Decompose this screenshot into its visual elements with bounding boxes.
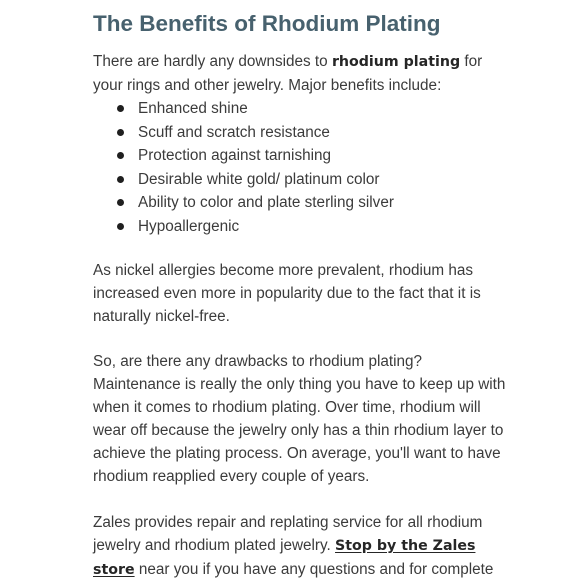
benefit-item	[93, 191, 394, 215]
article-title: The Benefits of Rhodium Plating	[93, 11, 441, 36]
benefit-item	[93, 215, 394, 239]
benefit-item	[93, 144, 394, 168]
bullet-dot-icon	[117, 152, 124, 159]
benefits-list	[93, 97, 394, 238]
bullet-dot-icon	[117, 105, 124, 112]
drawbacks-paragraph: So, are there any drawbacks to rhodium plating? Maintenance is really the only thing you have to keep up with when it comes to rhodium plating. Over time, rhodium will wear off because the jewelry only has a thin rhodium layer to achieve the plating process. On average, you'll want to have rhodium reapplied every couple of years.	[93, 353, 506, 485]
benefit-label: Enhanced shine	[138, 100, 248, 117]
benefit-label: Desirable white gold/ platinum color	[138, 170, 380, 188]
intro-paragraph	[93, 50, 513, 97]
benefit-item	[93, 97, 394, 121]
intro-text-before: There are hardly any downsides to	[93, 53, 332, 70]
zales-text-after: near you if you have any questions and for complete	[134, 561, 494, 578]
nickel-paragraph: As nickel allergies become more prevalent, rhodium has increased even more in popularity due to the fact that it is naturally nickel-free.	[93, 262, 481, 325]
bullet-dot-icon	[117, 223, 124, 230]
benefit-label: Protection against tarnishing	[138, 147, 332, 164]
zales-store-link[interactable]: Stop by the Zales store	[93, 538, 476, 578]
benefit-label: Hypoallergenic	[138, 217, 240, 235]
benefit-item	[93, 168, 394, 192]
benefit-label: Ability to color and plate sterling silver	[138, 194, 394, 211]
bullet-dot-icon	[117, 129, 124, 136]
intro-bold-term: rhodium plating	[331, 54, 461, 70]
benefit-label: Scuff and scratch resistance	[138, 123, 330, 141]
benefit-item	[93, 121, 394, 145]
bullet-dot-icon	[117, 176, 124, 183]
zales-paragraph	[93, 511, 513, 582]
intro-text-after: for your rings and other jewelry. Major benefits include:	[93, 53, 483, 94]
bullet-dot-icon	[117, 199, 124, 206]
zales-text-before: Zales provides repair and replating service for all rhodium jewelry and rhodium plated jewelry.	[93, 514, 483, 554]
